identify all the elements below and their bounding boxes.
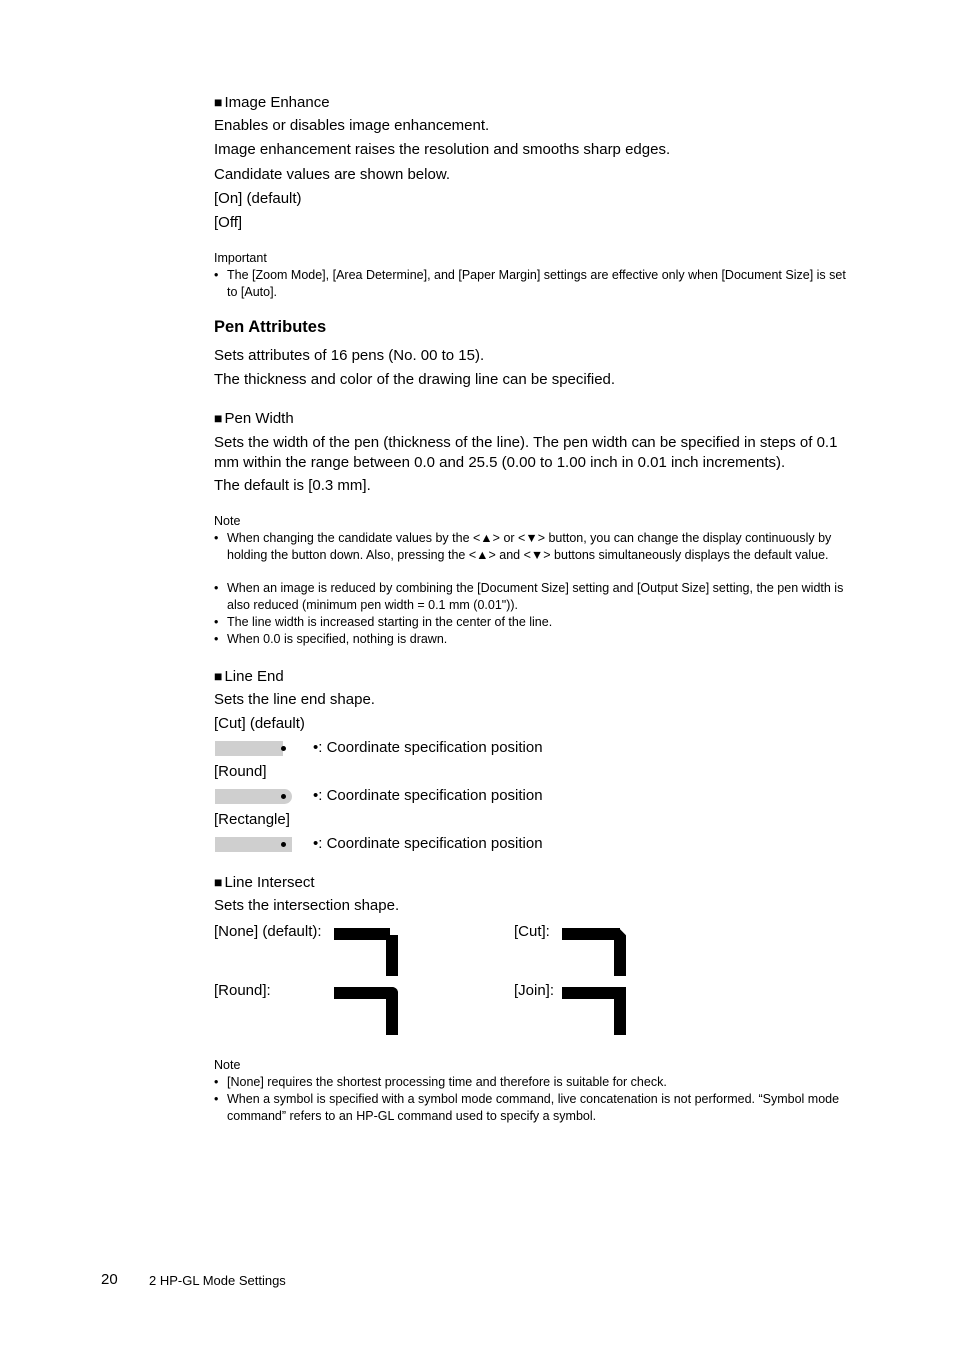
- pen-width-default: The default is [0.3 mm].: [214, 477, 371, 494]
- line-intersect-intro: Sets the intersection shape.: [214, 897, 400, 914]
- note-bullet: • When an image is reduced by combining the [Document Size] setting and [Output Size] setting, the pen width is also reduced (minimum pen width = 0.1 mm (0.01")).: [214, 580, 854, 614]
- line-end-heading: ■ Line End: [214, 667, 284, 686]
- note-bullet: • When a symbol is specified with a symbol mode command, live concatenation is not performed. “Symbol mode command” refers to an HP-GL command used to specify a symbol.: [214, 1091, 854, 1125]
- image-enhance-line: Image enhancement raises the resolution and smooths sharp edges.: [214, 141, 671, 158]
- coordinate-dot: [281, 794, 286, 799]
- line-end-option-label: [Round]: [214, 763, 267, 780]
- intersect-round-label: [Round]:: [214, 982, 271, 999]
- pen-width-paragraph: Sets the width of the pen (thickness of the line). The pen width can be specified in steps of 0.1 mm within the range between 0.0 and 25.5 (0.00 to 1.00 inch in 0.01 inch increments).: [214, 434, 838, 471]
- image-enhance-line: Enables or disables image enhancement.: [214, 117, 490, 134]
- important-label: Important: [214, 251, 267, 265]
- note-bullet: • When 0.0 is specified, nothing is drawn.: [214, 631, 854, 648]
- note-bullet: • [None] requires the shortest processing time and therefore is suitable for check.: [214, 1074, 854, 1091]
- footer-section: 2 HP-GL Mode Settings: [149, 1273, 286, 1288]
- line-end-caption: •: Coordinate specification position: [313, 787, 543, 804]
- coordinate-dot: [281, 842, 286, 847]
- image-enhance-heading: ■ Image Enhance: [214, 93, 330, 112]
- intersect-cut-label: [Cut]:: [514, 923, 550, 940]
- coordinate-dot: [281, 746, 286, 751]
- note-label: Note: [214, 1058, 241, 1072]
- line-end-cut-illustration: [215, 741, 283, 756]
- line-end-option-label: [Rectangle]: [214, 811, 290, 828]
- pen-attributes-line: Sets attributes of 16 pens (No. 00 to 15).: [214, 347, 485, 364]
- note-label: Note: [214, 514, 241, 528]
- image-enhance-line: Candidate values are shown below.: [214, 166, 450, 183]
- line-end-caption: •: Coordinate specification position: [313, 739, 543, 756]
- intersect-round-illustration: [334, 987, 398, 1035]
- intersect-cut-illustration: [562, 928, 626, 976]
- line-end-caption: •: Coordinate specification position: [313, 835, 543, 852]
- line-end-intro: Sets the line end shape.: [214, 691, 375, 708]
- note-bullet: • When changing the candidate values by the <▲> or <▼> button, you can change the display continuously by holding the button down. Also, pressing the <▲> and <▼> buttons simultaneously displays the default value.: [214, 530, 854, 564]
- page-number: 20: [101, 1271, 118, 1288]
- image-enhance-line: [On] (default): [214, 190, 302, 207]
- line-intersect-heading: ■ Line Intersect: [214, 873, 315, 892]
- important-bullet: • The [Zoom Mode], [Area Determine], and [Paper Margin] settings are effective only when [Document Size] is set to [Auto].: [214, 267, 854, 301]
- note-bullet: • The line width is increased starting in the center of the line.: [214, 614, 854, 631]
- image-enhance-line: [Off]: [214, 214, 243, 231]
- intersect-none-illustration: [334, 928, 398, 976]
- line-end-option-label: [Cut] (default): [214, 715, 305, 732]
- section-title: Pen Attributes: [214, 318, 327, 336]
- pen-width-heading: ■ Pen Width: [214, 409, 294, 428]
- intersect-none-label: [None] (default):: [214, 923, 322, 940]
- pen-attributes-line: The thickness and color of the drawing line can be specified.: [214, 371, 616, 388]
- intersect-join-label: [Join]:: [514, 982, 555, 999]
- intersect-join-illustration: [562, 987, 626, 1035]
